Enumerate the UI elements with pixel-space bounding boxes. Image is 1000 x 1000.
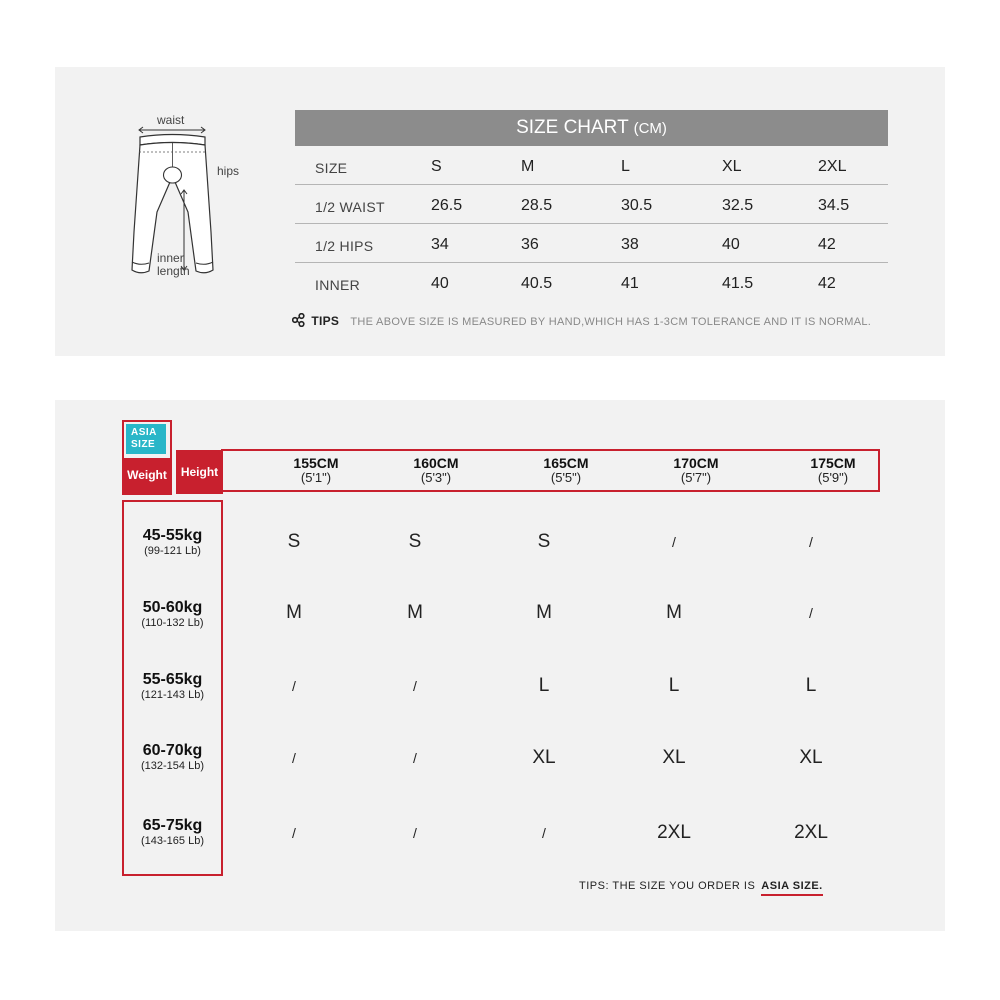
- size-cell: /: [413, 825, 417, 841]
- size-cell: /: [672, 534, 676, 550]
- size-cell: S: [537, 531, 551, 552]
- inner-label-line2: length: [157, 264, 190, 278]
- size-cell: M: [286, 602, 302, 623]
- size-header-cell: 2XL: [818, 158, 847, 175]
- size-cell: L: [538, 675, 550, 696]
- height-cell: [381, 455, 491, 485]
- size-cell: XL: [532, 747, 556, 768]
- height-cell: [778, 455, 888, 485]
- size-cell: M: [666, 602, 682, 623]
- height-cm: 160CM: [413, 455, 459, 471]
- size-cell: /: [413, 678, 417, 694]
- asia-tips-highlight: ASIA SIZE.: [761, 880, 822, 896]
- size-chart-title-unit: (CM): [633, 120, 667, 137]
- size-cell: 2XL: [794, 822, 828, 843]
- height-cell: [261, 455, 371, 485]
- asia-size-panel: [55, 400, 945, 931]
- weight-kg: 50-60kg: [142, 599, 203, 616]
- share-node-icon: [292, 313, 305, 327]
- table-cell: 30.5: [621, 197, 653, 214]
- size-cell: L: [805, 675, 817, 696]
- weight-cell: [124, 671, 221, 701]
- weight-cell: [124, 742, 221, 772]
- size-header-cell: XL: [722, 158, 742, 175]
- row-label: 1/2 WAIST: [315, 199, 385, 215]
- size-cell: /: [292, 825, 296, 841]
- size-header-label: SIZE: [315, 160, 348, 176]
- weight-kg: 65-75kg: [142, 817, 203, 834]
- size-cell: 2XL: [657, 822, 691, 843]
- weight-column-box: [122, 500, 223, 876]
- table-cell: 42: [818, 275, 836, 292]
- size-cell: /: [809, 605, 813, 621]
- size-cell: /: [542, 825, 546, 841]
- weight-lb: (132-154 Lb): [141, 760, 204, 772]
- height-cell: [641, 455, 751, 485]
- size-cell: S: [287, 531, 301, 552]
- asia-tag-line2: SIZE: [131, 439, 156, 450]
- weight-cell: [124, 527, 221, 557]
- weight-kg: 60-70kg: [142, 742, 203, 759]
- height-ft: (5'3"): [420, 470, 452, 485]
- height-ft: (5'7"): [680, 470, 712, 485]
- asia-size-tag: [126, 424, 166, 454]
- size-header-cell: L: [621, 158, 630, 175]
- weight-label: Weight: [124, 458, 170, 493]
- height-cm: 175CM: [810, 455, 856, 471]
- height-ft: (5'5"): [550, 470, 582, 485]
- table-cell: 40.5: [521, 275, 553, 292]
- shorts-diagram: [125, 112, 260, 312]
- size-header-cell: M: [521, 158, 535, 175]
- height-cm: 170CM: [673, 455, 719, 471]
- weight-kg: 55-65kg: [142, 671, 203, 688]
- row-label: 1/2 HIPS: [315, 238, 374, 254]
- table-cell: 40: [722, 236, 740, 253]
- table-cell: 32.5: [722, 197, 754, 214]
- weight-cell: [124, 817, 221, 847]
- hips-label: hips: [217, 164, 240, 178]
- size-cell: M: [407, 602, 423, 623]
- height-ft: (5'1"): [300, 470, 332, 485]
- asia-tag-line1: ASIA: [131, 427, 157, 438]
- table-cell: 41: [621, 275, 639, 292]
- size-cell: L: [668, 675, 680, 696]
- size-table-row: [295, 264, 888, 302]
- height-header-box: [221, 449, 880, 492]
- size-header-row: [295, 147, 888, 185]
- height-cm: 165CM: [543, 455, 589, 471]
- asia-tips-note: [579, 880, 823, 892]
- weight-kg: 45-55kg: [142, 527, 203, 544]
- size-cell: /: [809, 534, 813, 550]
- weight-cell: [124, 599, 221, 629]
- height-cm: 155CM: [293, 455, 339, 471]
- asia-size-badge: [122, 420, 172, 495]
- shorts-outline-icon: [125, 112, 260, 312]
- size-table-row: [295, 225, 888, 263]
- weight-lb: (99-121 Lb): [144, 545, 201, 557]
- height-label: Height: [176, 450, 223, 494]
- size-cell: XL: [662, 747, 686, 768]
- table-cell: 26.5: [431, 197, 463, 214]
- tips-note: [292, 313, 871, 328]
- size-chart-title: [295, 110, 888, 146]
- weight-lb: (143-165 Lb): [141, 835, 204, 847]
- table-cell: 34: [431, 236, 449, 253]
- tips-text: THE ABOVE SIZE IS MEASURED BY HAND,WHICH HAS 1-3CM TOLERANCE AND IT IS NORMAL.: [350, 316, 872, 328]
- asia-tips-text: TIPS: THE SIZE YOU ORDER IS: [579, 880, 756, 892]
- inner-label-line1: inner: [157, 251, 184, 265]
- size-chart-title-text: SIZE CHART: [516, 117, 629, 138]
- waist-label: waist: [157, 113, 185, 127]
- row-label: INNER: [315, 277, 361, 293]
- table-cell: 36: [521, 236, 539, 253]
- size-cell: /: [292, 750, 296, 766]
- height-cell: [511, 455, 621, 485]
- size-header-cell: S: [431, 158, 442, 175]
- height-ft: (5'9"): [817, 470, 849, 485]
- table-cell: 42: [818, 236, 836, 253]
- weight-lb: (121-143 Lb): [141, 689, 204, 701]
- size-cell: S: [408, 531, 422, 552]
- size-cell: /: [413, 750, 417, 766]
- table-cell: 34.5: [818, 197, 850, 214]
- table-cell: 38: [621, 236, 639, 253]
- table-cell: 41.5: [722, 275, 754, 292]
- size-cell: /: [292, 678, 296, 694]
- weight-lb: (110-132 Lb): [141, 617, 204, 629]
- table-cell: 28.5: [521, 197, 553, 214]
- tips-label: TIPS: [311, 314, 340, 328]
- size-chart-panel: [55, 67, 945, 356]
- table-cell: 40: [431, 275, 449, 292]
- size-cell: XL: [799, 747, 823, 768]
- size-cell: M: [536, 602, 552, 623]
- size-table-row: [295, 186, 888, 224]
